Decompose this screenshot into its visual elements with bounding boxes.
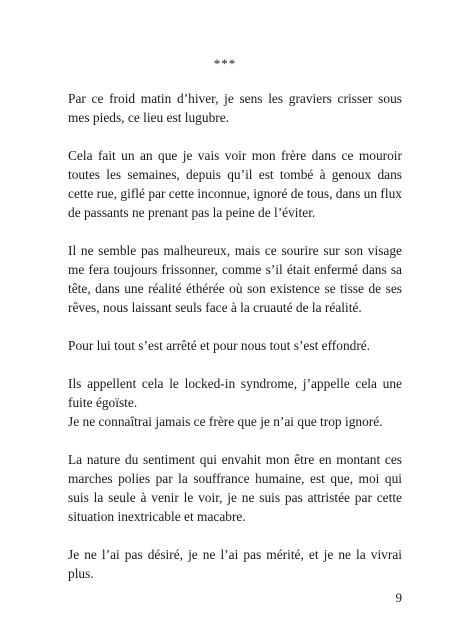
paragraph: Je ne connaîtrai jamais ce frère que je n’ai que trop ignoré. xyxy=(68,414,383,429)
paragraph: Pour lui tout s’est arrêté et pour nous tout s’est effondré. xyxy=(68,338,371,353)
paragraph: Je ne l’ai pas désiré, je ne l’ai pas mérité, et je ne la vivrai plus. xyxy=(68,547,402,581)
body-text xyxy=(68,89,402,602)
paragraph: Il ne semble pas malheureux, mais ce sourire sur son visage me fera toujours frissonner, comme s’il était enfermé dans sa tête, dans une réalité éthérée où son existence se tisse de ses rêves, nous laissant seuls face à la cruauté de la réalité. xyxy=(68,243,402,315)
paragraph: Par ce froid matin d’hiver, je sens les graviers crisser sous mes pieds, ce lieu est lugubre. xyxy=(68,91,402,125)
page-number: 9 xyxy=(395,590,402,605)
paragraph: Cela fait un an que je vais voir mon frère dans ce mouroir toutes les semaines, depuis qu’il est tombé à genoux dans cette rue, giflé par cette inconnue, ignoré de tous, dans un flux de passants ne prenant pas la peine de l’éviter. xyxy=(68,148,402,220)
paragraph: La nature du sentiment qui envahit mon être en montant ces marches polies par la souffrance humaine, est que, moi qui suis la seule à venir le voir, je ne suis pas attristée par cette situation inextricable et macabre. xyxy=(68,452,402,524)
paragraph: Ils appellent cela le locked-in syndrome, j’appelle cela une fuite égoïste. xyxy=(68,376,402,410)
section-separator: *** xyxy=(213,56,237,71)
